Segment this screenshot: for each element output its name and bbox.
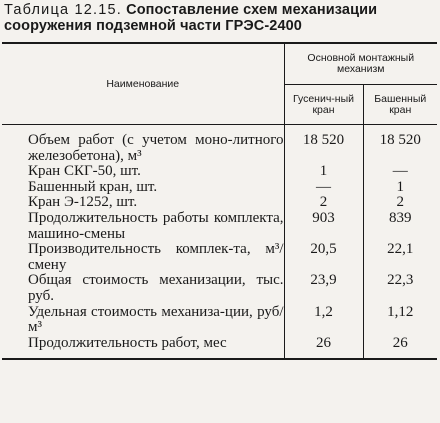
table-row xyxy=(2,195,437,211)
row-value-tower-crane: 22,1 xyxy=(387,241,414,258)
row-value-crawler-crane: 20,5 xyxy=(284,242,363,273)
row-value-crawler-crane: 903 xyxy=(284,211,363,242)
table-row xyxy=(2,305,437,336)
row-value-crawler-crane: 18 520 xyxy=(284,125,363,165)
row-value-tower-crane: 1 xyxy=(396,178,404,195)
row-value-crawler-crane: — xyxy=(284,180,363,196)
table-row xyxy=(2,125,437,165)
table-row xyxy=(2,242,437,273)
row-value-crawler-crane: 1 xyxy=(284,164,363,180)
row-value-tower-crane: 1,12 xyxy=(387,303,414,320)
row-name: Продолжительность работ, мес xyxy=(2,336,284,360)
row-value-crawler-crane: 26 xyxy=(284,336,363,360)
header-group: Основной монтажный механизм xyxy=(284,43,437,85)
row-value-tower-crane: 839 xyxy=(389,209,412,226)
table-caption xyxy=(4,2,436,34)
row-name: Продолжительность работы комплекта, машино-смены xyxy=(2,211,284,242)
table-body xyxy=(2,125,437,360)
row-value-tower-crane: 18 520 xyxy=(379,132,421,148)
table-row xyxy=(2,273,437,304)
row-value-crawler-crane: 1,2 xyxy=(284,305,363,336)
table-row xyxy=(2,164,437,180)
row-value-crawler-crane: 23,9 xyxy=(284,273,363,304)
row-value-crawler-crane: 2 xyxy=(284,195,363,211)
row-value-tower-crane: — xyxy=(392,163,408,180)
table-row xyxy=(2,336,437,360)
table-title: Сопоставление схем механизации сооружения подземной части ГРЭС-2400 xyxy=(4,2,378,34)
row-name: Производительность комплек-та, м³/смену xyxy=(2,242,284,273)
row-name: Общая стоимость механизации, тыс. руб. xyxy=(2,273,284,304)
row-name: Кран СКГ-50, шт. xyxy=(2,164,284,180)
table-row xyxy=(2,211,437,242)
row-value-tower-crane: 26 xyxy=(363,336,437,360)
comparison-table xyxy=(2,42,437,360)
row-name: Объем работ (с учетом моно-литного железобетона), м³ xyxy=(2,125,284,165)
row-value-tower-crane: 22,3 xyxy=(387,272,414,289)
row-name: Удельная стоимость механиза-ции, руб/м³ xyxy=(2,305,284,336)
table-row xyxy=(2,180,437,196)
header-name: Наименование xyxy=(2,43,284,125)
header-col-tower-crane: Башенный кран xyxy=(363,85,437,125)
table-number: Таблица 12.15. xyxy=(4,2,122,18)
row-name: Кран Э-1252, шт. xyxy=(2,195,284,211)
row-value-tower-crane: 2 xyxy=(396,194,404,211)
row-name: Башенный кран, шт. xyxy=(2,180,284,196)
header-col-crawler-crane: Гусенич-ный кран xyxy=(284,85,363,125)
